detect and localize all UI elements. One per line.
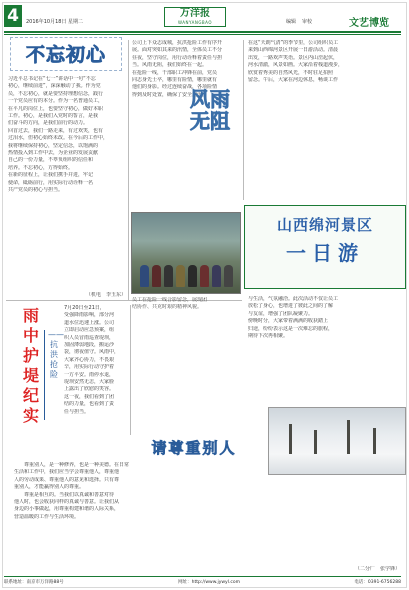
text-line: 上露出了欣慰的笑容。 (64, 386, 115, 393)
text-line: 来到山西绵河景区开展一日游活动。清晨 (248, 47, 339, 54)
text-line: 受强降雨影响，部分河 (64, 312, 115, 319)
article4-title-bottom: 一日游 (286, 241, 364, 265)
footer-address: 联系地址：南京市万洋路88号 (4, 580, 64, 585)
person-figure (224, 265, 233, 287)
text-line: 工作。初心，是我们入党时的誓言，是我 (8, 113, 99, 120)
text-line: 习近平总书记在“七一”讲话中一句“不忘 (8, 76, 96, 82)
text-line: 尊重别人，是一种修养，也是一种美德。在日常 (14, 462, 130, 468)
person-figure (152, 265, 161, 287)
text-line: 归途，纷纷表示这是一次难忘的旅程， (248, 325, 334, 332)
text-line: 生活和工作中，我们应当学会尊重他人，尊重他 (14, 469, 120, 476)
article2-body (64, 305, 128, 435)
text-line: 一个党员应有的本分。作为一名普通员工， (8, 98, 104, 105)
text-line: 同志身先士卒，哪里有险情，哪里就有 (132, 77, 218, 84)
person-figure (140, 265, 149, 287)
text-line: 放松了身心，也增进了彼此之间的了解 (248, 303, 334, 310)
column-divider (243, 40, 244, 200)
caption-line: 结协作、共克时艰的精神风貌。 (132, 304, 203, 310)
newspaper-logo (164, 7, 226, 27)
header-rule (4, 31, 401, 33)
text-line: 在新的征程上，让我们携手并进，牢记 (8, 172, 94, 179)
text-line: 立即启动应急预案，组 (64, 327, 115, 334)
text-line: 得到及时处置，确保了安全度汛。 (132, 91, 208, 98)
tree-trunk (347, 420, 350, 454)
text-line: 河水清澈，风景如画。大家沿着栈道漫步， (248, 62, 344, 69)
proof-label: 审校 (302, 19, 313, 25)
text-line: 期待下次再相聚。 (248, 333, 289, 340)
text-line: 他人时，也会收获同样的真诚与善意。让我们从 (14, 499, 120, 506)
issue-date: 2016年10月18日 星期二 (26, 19, 84, 25)
text-line: 大家齐心协力，不畏艰 (64, 356, 115, 363)
text-line: 辛，用实际行动守护着 (64, 364, 115, 371)
person-figure (176, 265, 185, 287)
column-divider (128, 40, 129, 300)
text-line: 7月20日至21日， (64, 305, 105, 311)
text-line: 培养。不忘初心，方得始终。 (8, 164, 74, 171)
text-line: 与友谊，增强了团队凝聚力。 (248, 310, 314, 317)
text-line: 傍晚时分，大家带着满满的收获踏上 (248, 318, 329, 325)
text-line: 身边的小事做起，用尊重构建和谐的人际关系， (14, 506, 120, 513)
tree-trunk (373, 428, 376, 454)
photo-caption (132, 297, 242, 311)
text-line: 袋，彻夜值守。风雨中， (64, 349, 120, 356)
article2-title: 雨中护堤纪实 (22, 306, 39, 425)
text-line: 加固薄弱地段，搬运沙 (64, 342, 115, 349)
text-line: 在这“天朗气清”的季节里，公司组织员工 (248, 40, 339, 46)
text-line: 这一夜，我们看到了团 (64, 393, 115, 400)
person-figure (188, 265, 197, 287)
text-line: 昼夜，坚守岗位，用行动诠释着责任与担 (132, 54, 223, 61)
text-line: 道水位迅速上涨。公司 (64, 319, 115, 326)
text-line: 他们的身影。经过连续奋战，各项险情 (132, 84, 218, 91)
text-line: 回首过去，我们一路走来，有过欢笑，也有 (8, 127, 104, 134)
article5-body (14, 462, 402, 572)
text-line: 过泪水，但初心始终未改。在今后的工作中， (8, 135, 109, 142)
person-figure (200, 265, 209, 287)
text-line: 我将继续保持初心，坚定信念，以饱满的 (8, 142, 99, 149)
text-line: 们奋斗的方向，是我们前行的动力。 (8, 120, 89, 127)
tree-trunk (314, 430, 317, 454)
article3-title: 风雨无阻 (190, 87, 230, 133)
text-line: 展。面对突如其来的汛情，全体员工不分 (132, 47, 223, 54)
text-line: 任与担当。 (64, 408, 90, 415)
caption-line: 员工在抢险一线合影留念，展现团 (132, 297, 208, 303)
text-line: 织人员冒雨巡查堤坝， (64, 334, 115, 341)
text-line: 一方平安。雨停水退， (64, 371, 115, 378)
text-line: 自己的一份力量，不辜负组织的信任和 (8, 157, 94, 164)
text-line: 在抢险一线，干部职工冲锋在前，党员 (132, 69, 218, 76)
text-line: 初心，继续前进”，深深触动了我。作为党 (8, 83, 101, 90)
group-photo (131, 212, 241, 294)
title-rule (44, 330, 45, 420)
article4-body (248, 296, 404, 406)
text-line: 热情投入到工作中去，为企业的发展贡献 (8, 150, 99, 157)
article4-title-top: 山西绵河景区 (276, 216, 373, 234)
column-divider (130, 305, 131, 435)
text-line: 出发，一路欢声笑语。景区内山峦起伏， (248, 54, 339, 61)
text-line: 当。风雨无阻，我们始终在一起。 (132, 62, 208, 69)
text-line: 员，不忘初心，就是要坚持理想信念，践行 (8, 90, 104, 97)
article2-subtitle: ——抗洪抢险 (48, 330, 64, 379)
page-number: 4 (4, 5, 22, 27)
article1-author: （机电 李玉东） (85, 292, 126, 298)
text-line: 公司上下众志成城，抗洪抢险工作有序开 (132, 40, 223, 46)
tree-trunk (289, 424, 292, 454)
text-line: 人的劳动成果、尊重他人的意见和选择。只有尊 (14, 476, 120, 483)
text-line: 营造温暖的工作与生活环境。 (14, 513, 80, 520)
section-title: 文艺博览 (349, 18, 389, 29)
text-line: 重别人，才能赢得别人的尊重。 (14, 484, 85, 491)
text-line: 使命，砥砺前行，用实际行动诠释一名 (8, 179, 94, 186)
article5-title: 请尊重别人 (151, 439, 237, 457)
text-line: 在平凡的岗位上，也要坚守初心，做好本职 (8, 105, 104, 112)
text-line: 留念。午后，大家在河边休息，畅谈工作 (248, 77, 339, 84)
logo-english: WANYANGBAO (178, 20, 212, 25)
footer-phone: 电话：0391-6756288 (354, 580, 401, 585)
person-figure (212, 265, 221, 287)
article3-continued (248, 40, 402, 200)
text-line: 结的力量，也看到了责 (64, 401, 115, 408)
article5-author: （二分厂 张学锋） (354, 566, 400, 572)
article1-title: 不忘初心 (25, 44, 106, 66)
article1-body (8, 76, 126, 236)
page-footer (4, 579, 401, 585)
text-line: 堤坝安然无恙，大家脸 (64, 379, 115, 386)
text-line: 欣赏着秀美的自然风光，不时驻足拍照 (248, 69, 334, 76)
page-header (4, 5, 401, 31)
editor-label: 编辑 (286, 19, 297, 25)
logo-chinese: 万洋报 (180, 8, 210, 19)
person-figure (164, 265, 173, 287)
footer-rule (4, 576, 401, 577)
text-line: 与生活，气氛融洽。此次活动不仅让员工 (248, 296, 339, 302)
text-line: 共产党员的初心与担当。 (8, 187, 64, 194)
footer-website: 网址：http://www.jywyl.com (178, 580, 240, 585)
header-rule-thin (4, 34, 401, 35)
text-line: 尊重是相互的。当我们以真诚和善意对待 (14, 491, 115, 498)
